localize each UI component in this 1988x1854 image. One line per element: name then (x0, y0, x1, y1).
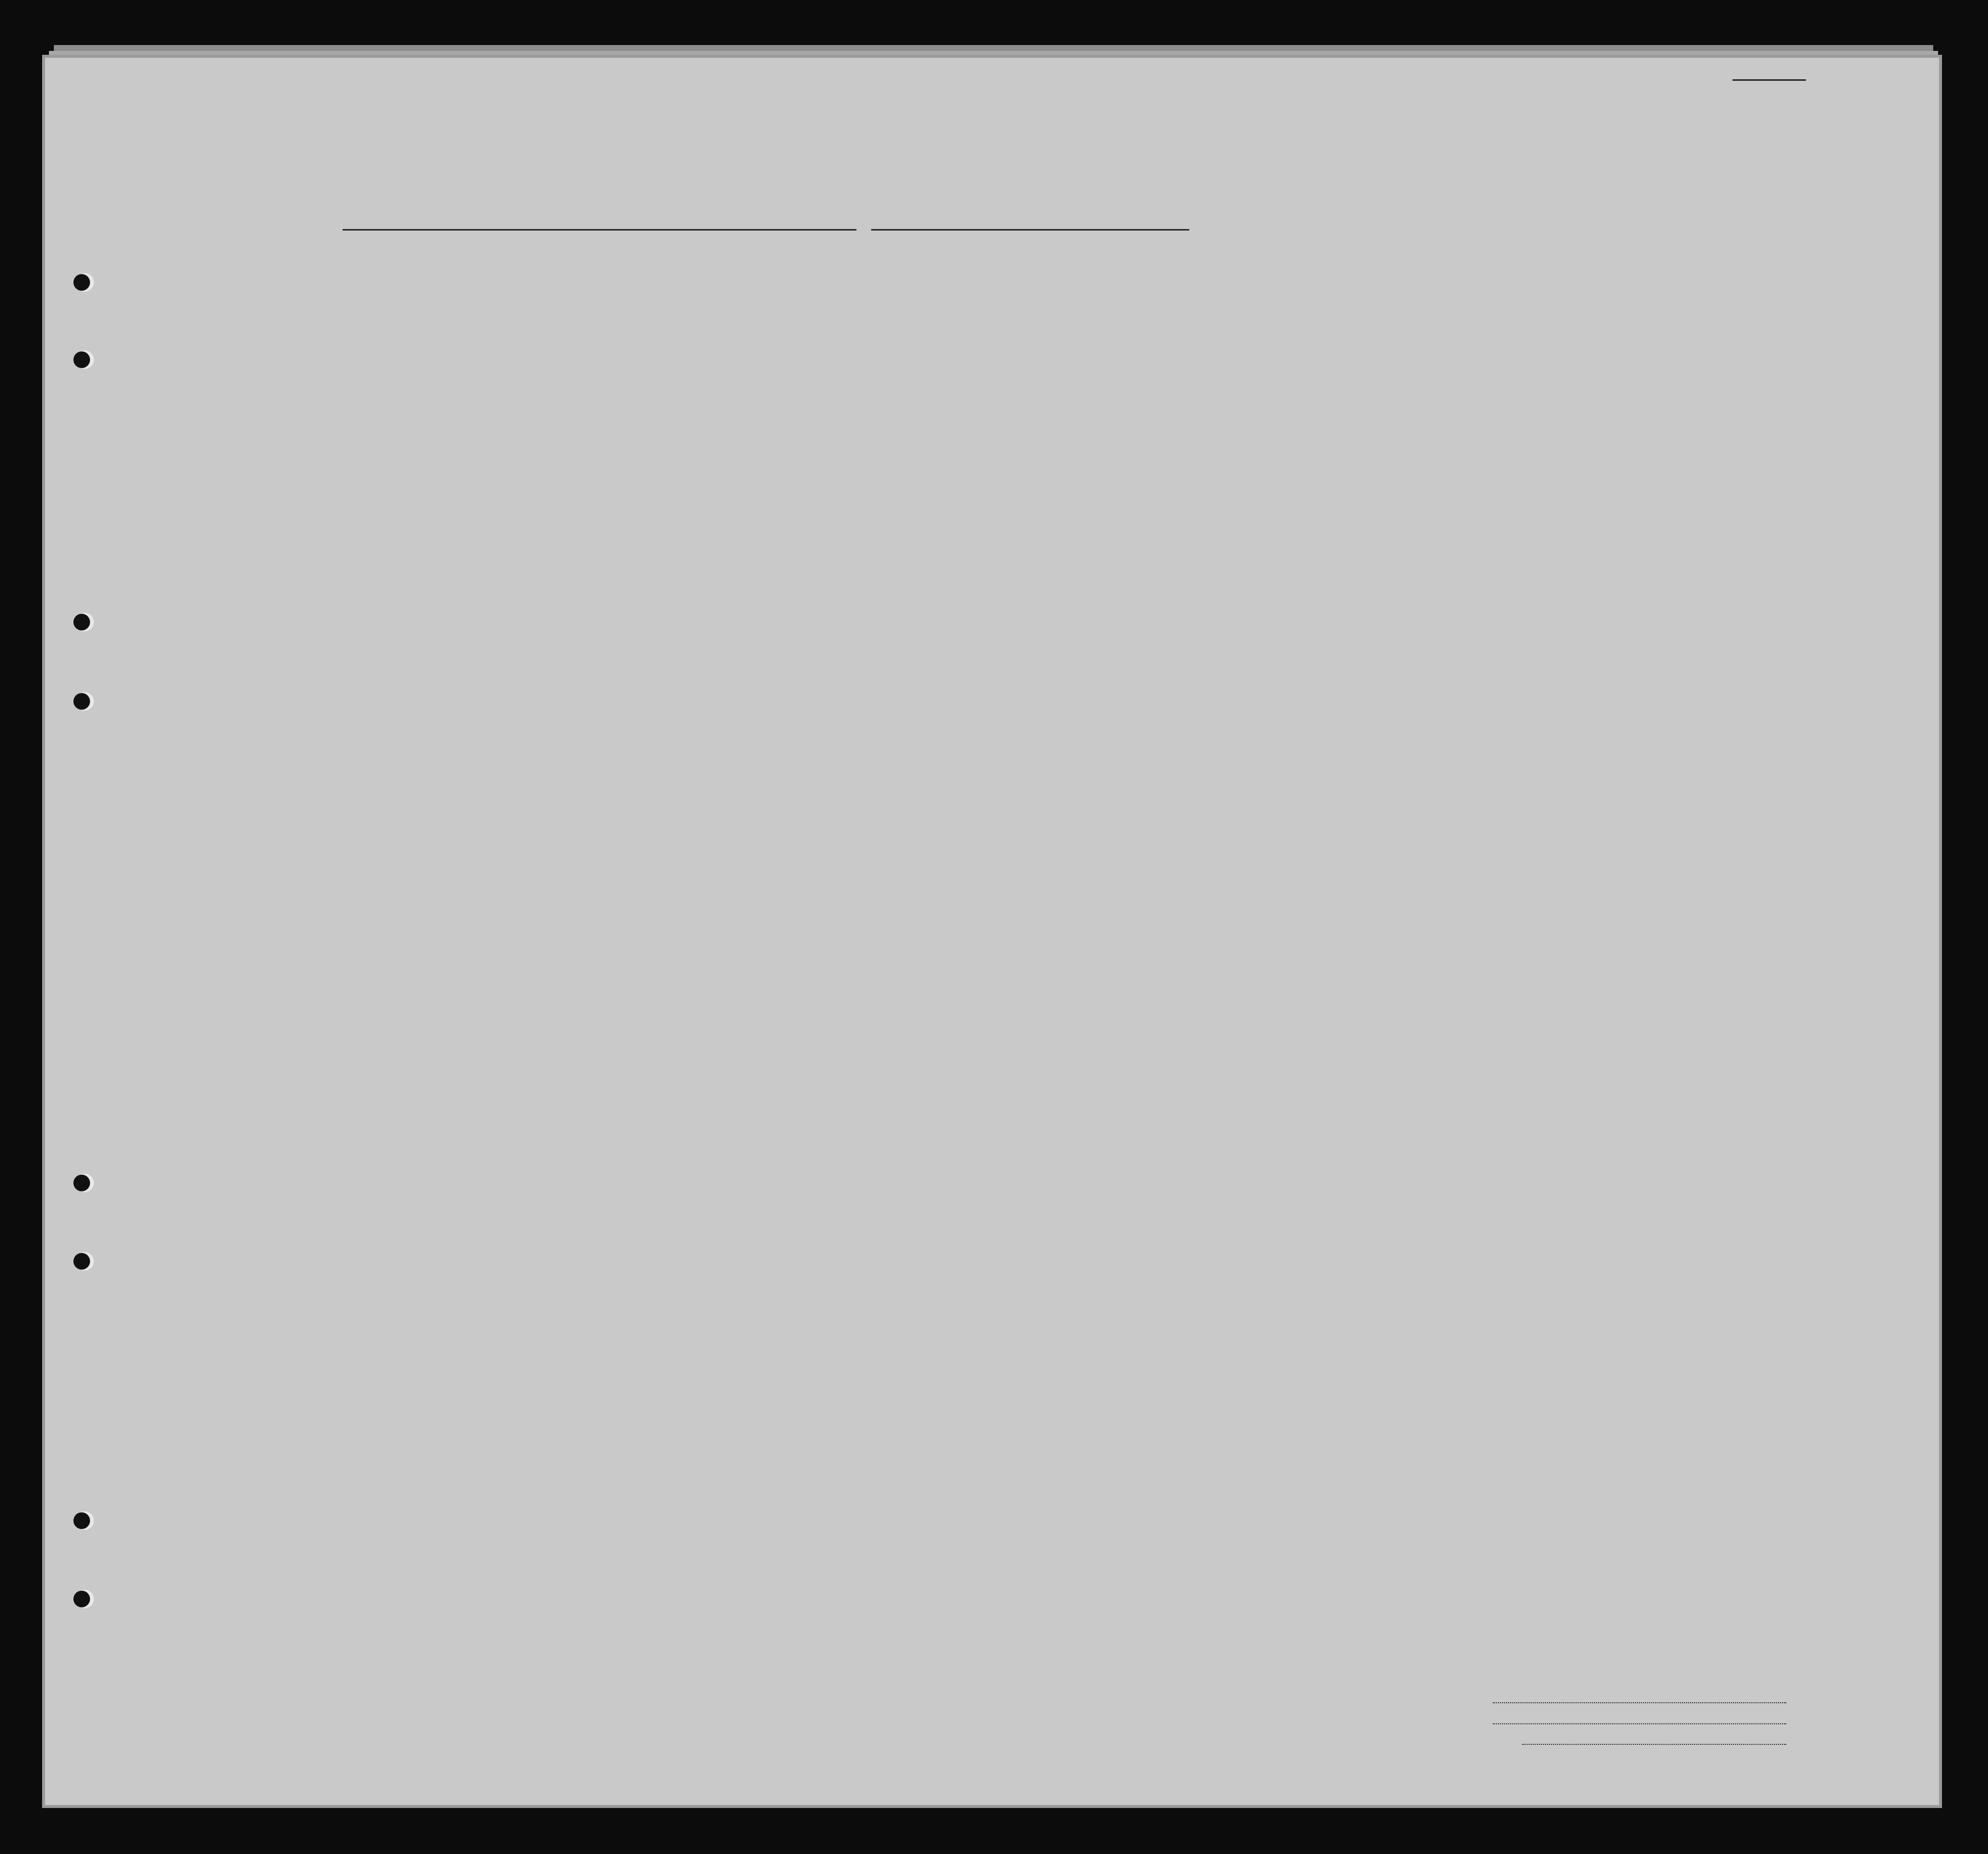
line-field (1493, 1702, 1786, 1703)
owners-field (1493, 1723, 1786, 1724)
local-agents-field (1522, 1744, 1786, 1745)
